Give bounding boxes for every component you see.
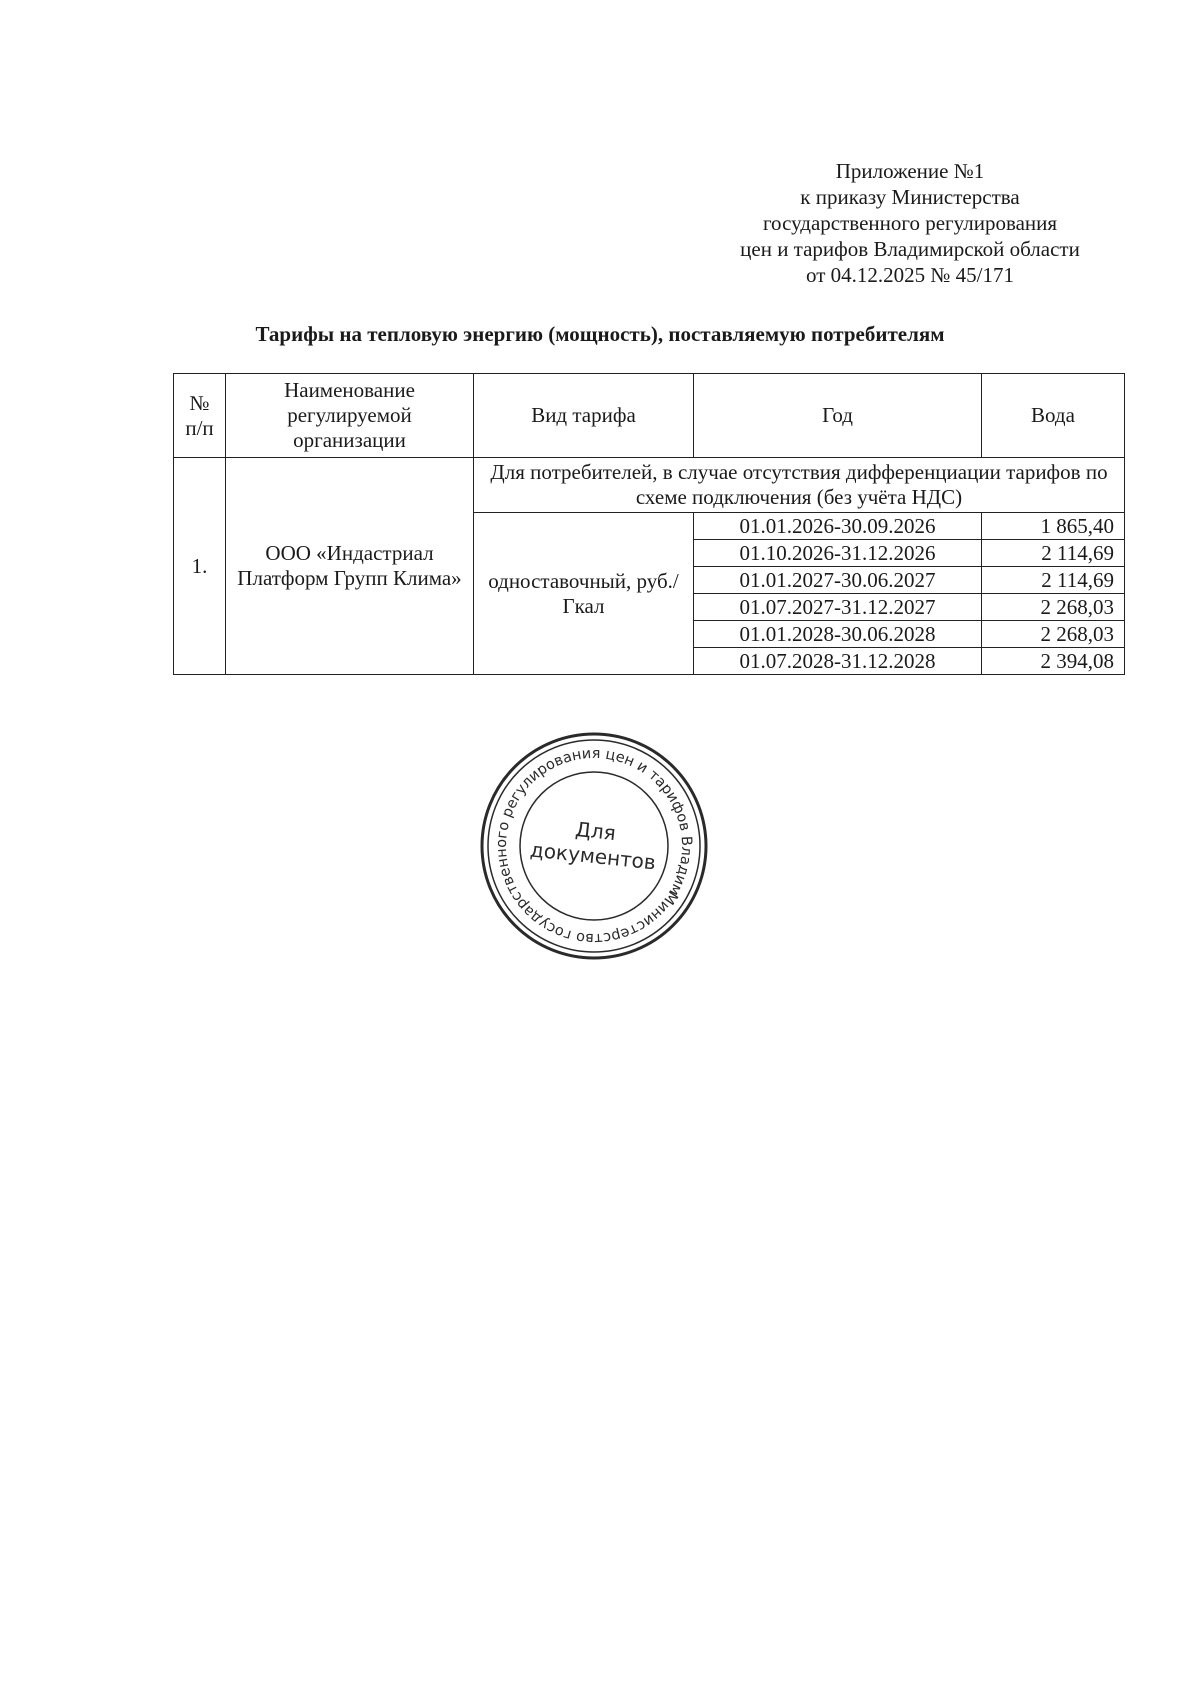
table-note-row: [174, 458, 1125, 513]
ministry-seal: [478, 730, 710, 962]
header-tariff-type: Вид тарифа: [474, 374, 694, 458]
header-year: Год: [694, 374, 982, 458]
consumer-note: Для потребителей, в случае отсутствия дифференциации тарифов по схеме подключения (без учёта НДС): [474, 458, 1125, 513]
row-number: 1.: [174, 458, 226, 675]
period-cell: 01.07.2028-31.12.2028: [694, 648, 982, 675]
period-cell: 01.10.2026-31.12.2026: [694, 540, 982, 567]
appendix-line-2: к приказу Министерства: [800, 185, 1020, 209]
seal-center-line-2: документов: [528, 837, 657, 875]
value-cell: 2 114,69: [982, 540, 1125, 567]
period-cell: 01.07.2027-31.12.2027: [694, 594, 982, 621]
table-header-row: [174, 374, 1125, 458]
value-cell: 2 114,69: [982, 567, 1125, 594]
tariff-type: одноставочный, руб./Гкал: [474, 513, 694, 675]
appendix-line-5: от 04.12.2025 № 45/171: [805, 263, 1015, 287]
seal-center-line-1: Для: [574, 817, 617, 846]
tariffs-table: [173, 373, 1125, 675]
header-organization: Наименование регулируемой организации: [226, 374, 474, 458]
period-cell: 01.01.2028-30.06.2028: [694, 621, 982, 648]
period-cell: 01.01.2026-30.09.2026: [694, 513, 982, 540]
appendix-line-4: цен и тарифов Владимирской области: [740, 237, 1080, 261]
appendix-line-1: Приложение №1: [835, 159, 985, 183]
seal-ring-text: Министерство государственного регулирования цен и тарифов Владимирской: [493, 745, 695, 947]
organization-name: ООО «Индастриал Платформ Групп Клима»: [226, 458, 474, 675]
value-cell: 1 865,40: [982, 513, 1125, 540]
value-cell: 2 268,03: [982, 621, 1125, 648]
document-title: Тарифы на тепловую энергию (мощность), поставляемую потребителям: [255, 322, 945, 346]
period-cell: 01.01.2027-30.06.2027: [694, 567, 982, 594]
appendix-block: [700, 158, 1120, 288]
header-num: № п/п: [174, 374, 226, 458]
value-cell: 2 394,08: [982, 648, 1125, 675]
appendix-line-3: государственного регулирования: [762, 211, 1058, 235]
header-water: Вода: [982, 374, 1125, 458]
value-cell: 2 268,03: [982, 594, 1125, 621]
